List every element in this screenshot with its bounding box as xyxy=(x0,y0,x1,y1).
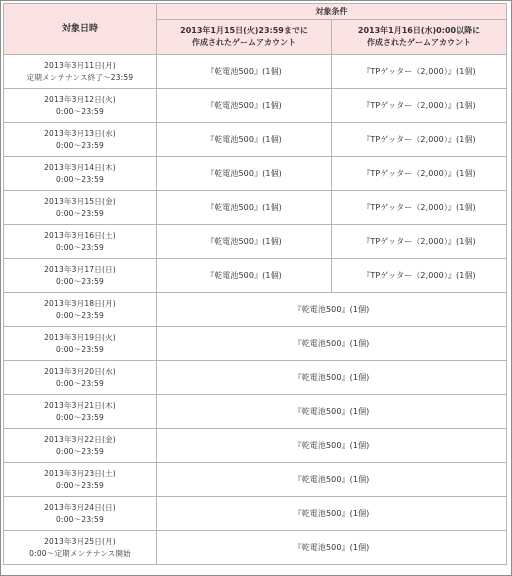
table-row xyxy=(4,497,507,531)
table-row xyxy=(4,89,507,123)
date-text: 2013年3月22日(金) xyxy=(44,434,116,444)
reward-cell-a: 『乾電池500』(1個) xyxy=(157,89,332,123)
reward-cell-all: 『乾電池500』(1個) xyxy=(157,395,507,429)
reward-cell-b: 『TPゲッター（2,000）』(1個) xyxy=(332,191,507,225)
table-row xyxy=(4,259,507,293)
date-text: 2013年3月21日(木) xyxy=(44,400,116,410)
date-text: 2013年3月13日(水) xyxy=(44,128,116,138)
reward-cell-a: 『乾電池500』(1個) xyxy=(157,191,332,225)
date-cell xyxy=(4,55,157,89)
date-text: 2013年3月16日(土) xyxy=(44,230,116,240)
condition-b-line2: 作成されたゲームアカウント xyxy=(367,38,471,47)
condition-header: 対象条件 xyxy=(157,4,507,20)
reward-cell-all: 『乾電池500』(1個) xyxy=(157,497,507,531)
date-cell xyxy=(4,463,157,497)
date-cell xyxy=(4,123,157,157)
time-text: 0:00～23:59 xyxy=(56,174,104,184)
date-cell xyxy=(4,327,157,361)
time-text: 0:00～23:59 xyxy=(56,446,104,456)
date-cell xyxy=(4,395,157,429)
table-row xyxy=(4,361,507,395)
time-text: 0:00～23:59 xyxy=(56,378,104,388)
reward-cell-all: 『乾電池500』(1個) xyxy=(157,531,507,565)
date-text: 2013年3月24日(日) xyxy=(44,502,116,512)
condition-b-line1: 2013年1月16日(水)0:00以降に xyxy=(357,26,481,35)
date-cell xyxy=(4,225,157,259)
date-text: 2013年3月19日(火) xyxy=(44,332,116,342)
time-text: 0:00～23:59 xyxy=(56,140,104,150)
table-row xyxy=(4,157,507,191)
table-row xyxy=(4,293,507,327)
date-cell xyxy=(4,191,157,225)
time-text: 0:00～23:59 xyxy=(56,412,104,422)
reward-cell-a: 『乾電池500』(1個) xyxy=(157,55,332,89)
table-row xyxy=(4,55,507,89)
date-cell xyxy=(4,293,157,327)
time-text: 0:00～23:59 xyxy=(56,344,104,354)
time-text: 0:00～23:59 xyxy=(56,242,104,252)
table-row xyxy=(4,327,507,361)
reward-cell-a: 『乾電池500』(1個) xyxy=(157,157,332,191)
table-row xyxy=(4,531,507,565)
reward-cell-b: 『TPゲッター（2,000）』(1個) xyxy=(332,89,507,123)
date-text: 2013年3月23日(土) xyxy=(44,468,116,478)
time-text: 0:00～23:59 xyxy=(56,106,104,116)
date-column-header: 対象日時 xyxy=(4,4,157,55)
date-cell xyxy=(4,497,157,531)
time-text: 0:00～23:59 xyxy=(56,276,104,286)
schedule-table xyxy=(3,3,507,565)
date-cell xyxy=(4,89,157,123)
time-text: 0:00～23:59 xyxy=(56,514,104,524)
condition-a-header xyxy=(157,20,332,55)
reward-cell-a: 『乾電池500』(1個) xyxy=(157,123,332,157)
table-row xyxy=(4,123,507,157)
date-text: 2013年3月15日(金) xyxy=(44,196,116,206)
date-text: 2013年3月17日(日) xyxy=(44,264,116,274)
reward-cell-all: 『乾電池500』(1個) xyxy=(157,361,507,395)
table-row xyxy=(4,191,507,225)
date-cell xyxy=(4,531,157,565)
reward-cell-b: 『TPゲッター（2,000）』(1個) xyxy=(332,225,507,259)
reward-cell-a: 『乾電池500』(1個) xyxy=(157,225,332,259)
reward-cell-b: 『TPゲッター（2,000）』(1個) xyxy=(332,123,507,157)
date-text: 2013年3月14日(木) xyxy=(44,162,116,172)
time-text: 0:00～定期メンテナンス開始 xyxy=(29,548,131,558)
reward-cell-all: 『乾電池500』(1個) xyxy=(157,327,507,361)
date-text: 2013年3月25日(月) xyxy=(44,536,116,546)
table-row xyxy=(4,225,507,259)
time-text: 0:00～23:59 xyxy=(56,480,104,490)
date-text: 2013年3月11日(月) xyxy=(44,60,116,70)
table-row xyxy=(4,395,507,429)
reward-cell-all: 『乾電池500』(1個) xyxy=(157,293,507,327)
table-row xyxy=(4,429,507,463)
condition-a-line1: 2013年1月15日(火)23:59までに xyxy=(180,26,308,35)
reward-cell-b: 『TPゲッター（2,000）』(1個) xyxy=(332,157,507,191)
reward-cell-a: 『乾電池500』(1個) xyxy=(157,259,332,293)
reward-cell-all: 『乾電池500』(1個) xyxy=(157,463,507,497)
schedule-body xyxy=(4,55,507,565)
reward-cell-all: 『乾電池500』(1個) xyxy=(157,429,507,463)
reward-cell-b: 『TPゲッター（2,000）』(1個) xyxy=(332,55,507,89)
reward-cell-b: 『TPゲッター（2,000）』(1個) xyxy=(332,259,507,293)
condition-a-line2: 作成されたゲームアカウント xyxy=(192,38,296,47)
time-text: 0:00～23:59 xyxy=(56,208,104,218)
condition-b-header xyxy=(332,20,507,55)
date-text: 2013年3月12日(火) xyxy=(44,94,116,104)
date-cell xyxy=(4,157,157,191)
time-text: 定期メンテナンス終了～23:59 xyxy=(26,72,134,82)
time-text: 0:00～23:59 xyxy=(56,310,104,320)
date-cell xyxy=(4,259,157,293)
date-text: 2013年3月20日(水) xyxy=(44,366,116,376)
date-cell xyxy=(4,361,157,395)
date-text: 2013年3月18日(月) xyxy=(44,298,116,308)
table-row xyxy=(4,463,507,497)
date-cell xyxy=(4,429,157,463)
